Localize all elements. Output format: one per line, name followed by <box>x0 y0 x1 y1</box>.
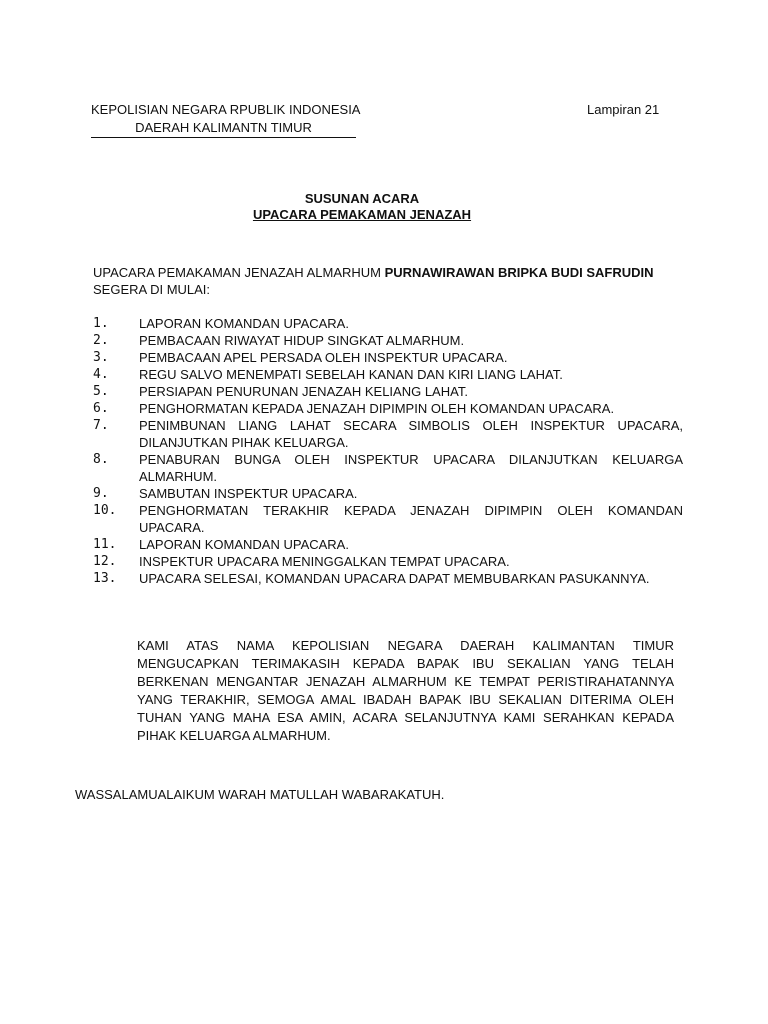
organization-name: KEPOLISIAN NEGARA RPUBLIK INDONESIA <box>91 102 361 117</box>
agenda-item-text: SAMBUTAN INSPEKTUR UPACARA. <box>139 486 358 501</box>
closing-paragraph: KAMI ATAS NAMA KEPOLISIAN NEGARA DAERAH KALIMANTAN TIMUR MENGUCAPKAN TERIMAKASIH KEPADA BAPAK IBU SEKALIAN YANG TELAH BERKENAN MENGANTAR JENAZAH ALMARHUM KE TEMPAT PERISTIRAHATANNYA YANG TERAKHIR, SEMOGA AMAL IBADAH BAPAK IBU SEKALIAN DITERIMA OLEH TUHAN YANG MAHA ESA AMIN, ACARA SELANJUTNYA KAMI SERAHKAN KEPADA PIHAK KELUARGA ALMARHUM. <box>137 638 674 743</box>
agenda-item <box>93 502 683 536</box>
agenda-item-text: PENGHORMATAN KEPADA JENAZAH DIPIMPIN OLEH KOMANDAN UPACARA. <box>139 401 615 416</box>
agenda-item-text: PEMBACAAN RIWAYAT HIDUP SINGKAT ALMARHUM. <box>139 333 465 348</box>
organization-region: DAERAH KALIMANTN TIMUR <box>91 119 356 138</box>
agenda-item <box>93 536 683 553</box>
agenda-item-number: 5. <box>93 384 109 399</box>
agenda-item <box>93 349 683 366</box>
agenda-item-text: REGU SALVO MENEMPATI SEBELAH KANAN DAN KIRI LIANG LAHAT. <box>139 367 563 382</box>
agenda-item <box>93 315 683 332</box>
agenda-item-number: 10. <box>93 503 117 518</box>
agenda-item <box>93 451 683 485</box>
agenda-item-text: PERSIAPAN PENURUNAN JENAZAH KELIANG LAHAT. <box>139 384 468 399</box>
agenda-item-number: 4. <box>93 367 109 382</box>
agenda-item-number: 9. <box>93 486 109 501</box>
agenda-item <box>93 553 683 570</box>
agenda-item-number: 1. <box>93 316 109 331</box>
agenda-item <box>93 383 683 400</box>
agenda-item-number: 2. <box>93 333 109 348</box>
attachment-label: Lampiran 21 <box>587 102 660 117</box>
sign-off: WASSALAMUALAIKUM WARAH MATULLAH WABARAKATUH. <box>75 787 445 802</box>
agenda-item-number: 7. <box>93 418 109 433</box>
intro-text: UPACARA PEMAKAMAN JENAZAH ALMARHUM <box>93 265 385 280</box>
agenda-item <box>93 332 683 349</box>
agenda-item <box>93 417 683 451</box>
agenda-list <box>93 315 683 587</box>
document-title <box>0 191 724 223</box>
agenda-item <box>93 570 683 587</box>
agenda-item-text: INSPEKTUR UPACARA MENINGGALKAN TEMPAT UPACARA. <box>139 554 510 569</box>
title-line-2: UPACARA PEMAKAMAN JENAZAH <box>252 207 472 222</box>
agenda-item <box>93 485 683 502</box>
agenda-item-number: 6. <box>93 401 109 416</box>
agenda-item-number: 13. <box>93 571 117 586</box>
agenda-item-number: 8. <box>93 452 109 467</box>
agenda-item-text: PEMBACAAN APEL PERSADA OLEH INSPEKTUR UPACARA. <box>139 350 508 365</box>
agenda-item-text: LAPORAN KOMANDAN UPACARA. <box>139 316 349 331</box>
agenda-item-text: PENGHORMATAN TERAKHIR KEPADA JENAZAH DIPIMPIN OLEH KOMANDAN UPACARA. <box>139 503 683 535</box>
agenda-item <box>93 366 683 383</box>
agenda-item-number: 11. <box>93 537 117 552</box>
title-line-1: SUSUNAN ACARA <box>304 191 420 206</box>
agenda-item-number: 12. <box>93 554 117 569</box>
agenda-item-text: LAPORAN KOMANDAN UPACARA. <box>139 537 349 552</box>
deceased-name: PURNAWIRAWAN BRIPKA BUDI SAFRUDIN <box>384 265 654 280</box>
intro-text-continued: SEGERA DI MULAI: <box>93 282 211 297</box>
agenda-item-text: PENIMBUNAN LIANG LAHAT SECARA SIMBOLIS OLEH INSPEKTUR UPACARA, DILANJUTKAN PIHAK KELUARGA. <box>139 418 683 450</box>
agenda-item-number: 3. <box>93 350 109 365</box>
intro-paragraph <box>93 264 683 298</box>
organization-header <box>91 101 361 138</box>
agenda-item-text: PENABURAN BUNGA OLEH INSPEKTUR UPACARA DILANJUTKAN KELUARGA ALMARHUM. <box>139 452 683 484</box>
agenda-item <box>93 400 683 417</box>
agenda-item-text: UPACARA SELESAI, KOMANDAN UPACARA DAPAT MEMBUBARKAN PASUKANNYA. <box>139 571 650 586</box>
